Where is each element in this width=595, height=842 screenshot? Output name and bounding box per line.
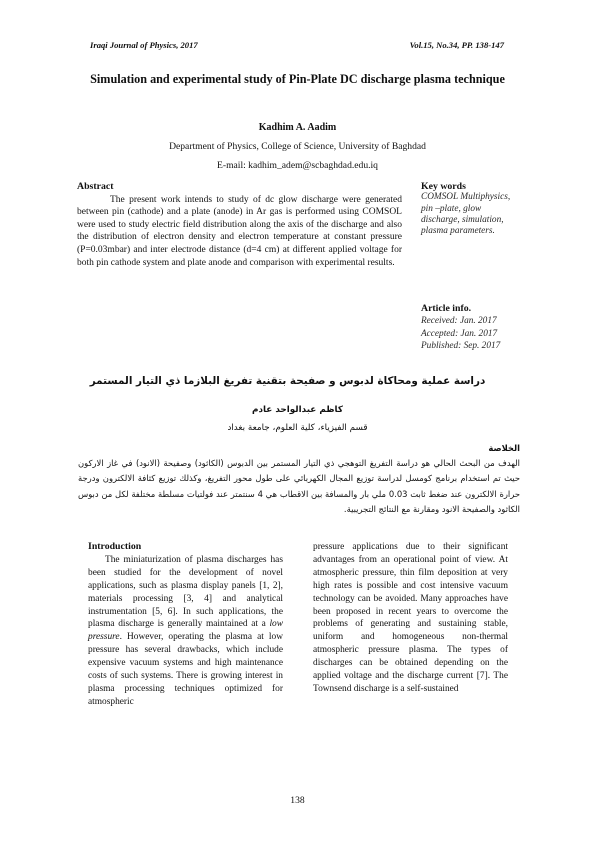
arabic-abstract-section [78,441,520,517]
author-email: E-mail: kadhim_adem@scbaghdad.edu.iq [217,160,378,171]
intro-text-part-1: The miniaturization of plasma discharges has been studied for the development of novel applications, such as plasma display panels [1, 2], materials processing [3, 4] and analytical instrumentation [5, 6]. In such applications, the plasma discharge is generally maintained at a [88,554,283,630]
published-date: Published: Sep. 2017 [421,341,501,352]
italic-low-pressure: low pressure [88,619,283,643]
intro-paragraph [88,554,283,709]
author-affiliation: Department of Physics, College of Science, University of Baghdad [169,141,426,152]
arabic-title: دراسة عملية ومحاكاة لدبوس و صفيحة بتقنية تفريغ البلازما ذي التيار المستمر [89,375,486,387]
received-date: Received: Jan. 2017 [421,316,497,327]
accepted-date: Accepted: Jan. 2017 [421,328,498,339]
abstract-heading: Abstract [77,181,114,192]
keywords-section [421,181,521,237]
abstract-text: The present work intends to study of dc glow discharge were generated between pin (cathode) and a plate (anode) in Ar gas is performed using COMSOL were used to study electric field distribution along the axis of the discharge and also the distribution of electron density and electron temperature at constant pressure (P=0.03mbar) and inter electrode distance (d=4 cm) at different applied voltage for both pin cathode system and plate anode and comparison with experimental results. [77,194,402,268]
page-number: 138 [290,795,305,806]
article-info-heading: Article info. [421,303,472,314]
author-name: Kadhim A. Aadim [258,122,337,133]
arabic-abstract-text: الهدف من البحث الحالي هو دراسة التفريغ التوهجي ذي التيار المستمر بين الدبوس (الكاثود) وصفيحة (الانود) في غاز الاركون حيث تم استخدام برنامج كومسل لدراسة توزيع المجال الكهربائي على طول محور التفريغ، وكذلك توزيع كثافة الالكترون ودرجة حرارة الالكترون عند ضغط ثابت 0.03 ملي بار والمسافة بين الاقطاب هي 4 سنتمتر عند فولتيات مسلطة مختلفة لكل من دبوس الكاثود والصفيحة الانود ومقارنة مع النتائج التجريبية. [78,458,520,514]
intro-right-column [313,541,508,696]
abstract-section [77,181,402,269]
keywords-text: COMSOL Multiphysics, pin –plate, glow discharge, simulation, plasma parameters. [421,192,511,237]
keywords-heading: Key words [421,181,466,192]
arabic-author: كاظم عبدالواحد عادم [252,405,343,415]
introduction-heading: Introduction [88,541,142,552]
intro-paragraph-continued: pressure applications due to their significant advantages from an operational point of view. At atmospheric pressure, thin film deposition at very high rates is possible and cost intensive vacuum technology can be avoided. Many approaches have been proposed in recent years to overcome the problems of generating and sustaining stable, uniform and homogeneous non-thermal atmospheric pressure plasma. The types of discharges can be obtained depending on the applied voltage and the discharge current [7]. The Townsend discharge is a self-sustained [313,542,508,694]
volume-header: Vol.15, No.34, PP. 138-147 [409,40,504,50]
intro-text-part-2: . However, operating the plasma at low pressure has several drawbacks, which include expensive vacuum systems and high maintenance costs of such systems. There is growing interest in plasma processing techniques optimized for atmospheric [88,632,283,707]
arabic-abstract-heading: الخلاصة [488,443,520,453]
article-info-section [421,303,521,353]
paper-title: Simulation and experimental study of Pin-Plate DC discharge plasma technique [90,72,505,86]
intro-left-column [88,541,283,709]
journal-header: Iraqi Journal of Physics, 2017 [90,40,198,50]
arabic-affiliation: قسم الفيزياء، كلية العلوم، جامعة بغداد [227,423,368,433]
